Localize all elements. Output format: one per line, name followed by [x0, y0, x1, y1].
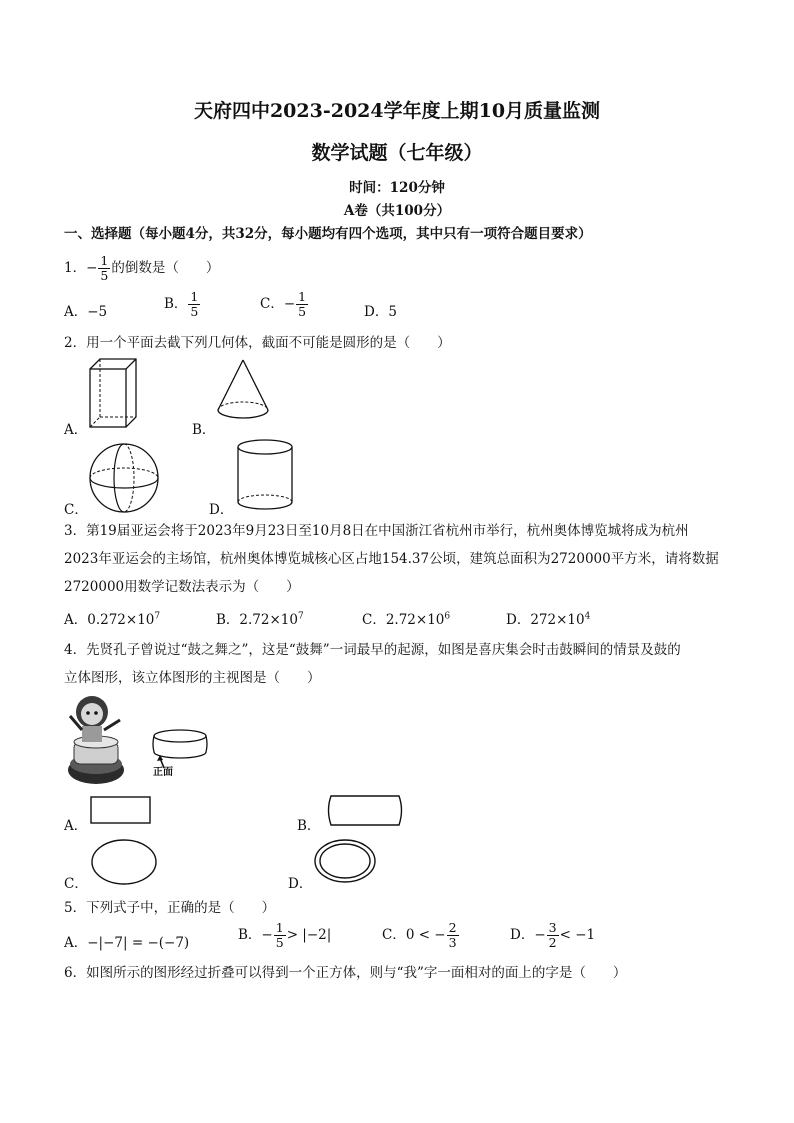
q1-option-b	[164, 290, 201, 319]
question-2: 2．用一个平面去截下列几何体，截面不可能是圆形的是（ ）	[64, 335, 451, 351]
q4-line-1: 4．先贤孔子曾说过“鼓之舞之”，这是“鼓舞”一词最早的起源，如图是喜庆集会时击鼓瞬间的情景及鼓的	[64, 642, 681, 658]
ellipse-option	[90, 838, 158, 886]
q5-option-c	[382, 921, 460, 950]
q1-prefix: 1．	[64, 260, 87, 276]
q1-sign: −	[86, 260, 98, 276]
q5-d-tail: < −1	[559, 927, 596, 943]
question-1	[64, 254, 219, 283]
q5-b-num: 1	[275, 920, 284, 935]
q5-b-tail: > |−2|	[286, 927, 332, 943]
double-ellipse-option	[313, 838, 377, 884]
sphere-figure	[88, 442, 160, 514]
q3-c-base: C．2.72×10	[362, 612, 445, 628]
q5-d-den: 2	[548, 935, 557, 950]
cuboid-figure	[88, 357, 138, 429]
q4-label-d: D．	[288, 876, 313, 892]
q3-option-a	[64, 608, 160, 628]
q2-label-a: A．	[64, 422, 88, 438]
q3-line-3: 2720000用数学记数法表示为（ ）	[64, 579, 300, 595]
q5-c-num: 2	[448, 920, 457, 935]
q4-label-b: B．	[297, 818, 321, 834]
q1-option-b-label: B．	[164, 296, 188, 312]
q5-b-label: B．−	[238, 927, 273, 943]
q3-c-exp: 6	[444, 611, 451, 622]
q3-a-exp: 7	[154, 611, 161, 622]
exam-time: 时间：120分钟	[349, 180, 445, 196]
q4-label-c: C．	[64, 876, 88, 892]
q5-option-b	[238, 921, 331, 950]
q4-line-2: 立体图形，该立体图形的主视图是（ ）	[64, 670, 321, 686]
q3-option-d	[506, 608, 590, 628]
q3-d-exp: 4	[584, 611, 591, 622]
q1-option-d: D．5	[364, 304, 397, 320]
q2-label-c: C．	[64, 502, 88, 518]
q5-c-den: 3	[448, 935, 457, 950]
q1-option-a: A．−5	[64, 304, 108, 320]
q1-suffix: 的倒数是（ ）	[111, 260, 220, 276]
q3-option-c	[362, 608, 450, 628]
rounded-drum-option	[325, 795, 405, 827]
cylinder-figure	[236, 438, 294, 512]
q3-b-base: B．2.72×10	[216, 612, 298, 628]
cone-figure	[215, 358, 271, 422]
q3-b-exp: 7	[297, 611, 304, 622]
q1-b-den: 5	[190, 304, 199, 319]
front-view-label: 正面	[153, 767, 173, 778]
q1-fraction	[98, 254, 110, 283]
q1-frac-den: 5	[100, 268, 109, 283]
question-3	[64, 517, 734, 601]
q1-option-c	[260, 290, 309, 319]
q5-option-a: A．−|−7| = −(−7)	[64, 935, 190, 951]
q5-c-label: C．0 < −	[382, 927, 446, 943]
exam-title: 天府四中2023-2024学年度上期10月质量监测	[193, 100, 601, 122]
q3-a-base: A．0.272×10	[64, 612, 155, 628]
question-6: 6．如图所示的图形经过折叠可以得到一个正方体，则与“我”字一面相对的面上的字是（ ）	[64, 965, 627, 981]
q3-option-b	[216, 608, 304, 628]
q1-c-den: 5	[298, 304, 307, 319]
q2-label-b: B．	[192, 422, 216, 438]
q5-b-den: 5	[275, 935, 284, 950]
question-5: 5．下列式子中，正确的是（ ）	[64, 900, 276, 916]
exam-subtitle: 数学试题（七年级）	[311, 142, 483, 164]
q3-line-2: 2023年亚运会的主场馆，杭州奥体博览城核心区占地154.37公顷，建筑总面积为2720000平方米，请将数据	[64, 551, 719, 567]
q1-c-num: 1	[298, 289, 307, 304]
q3-line-1: 3．第19届亚运会将于2023年9月23日至10月8日在中国浙江省杭州市举行，杭州奥体博览城将成为杭州	[64, 523, 689, 539]
q2-label-d: D．	[209, 502, 234, 518]
question-4	[64, 636, 734, 692]
q5-d-num: 3	[548, 920, 557, 935]
q5-d-label: D．−	[510, 927, 546, 943]
q1-frac-num: 1	[100, 253, 109, 268]
drummer-photo	[64, 690, 126, 786]
paper-part: A卷（共100分）	[343, 203, 451, 219]
q3-d-base: D．272×10	[506, 612, 585, 628]
q1-b-num: 1	[190, 289, 199, 304]
q5-option-d	[510, 921, 595, 950]
q1-option-c-label: C．−	[260, 296, 296, 312]
section-heading: 一、选择题（每小题4分，共32分，每小题均有四个选项，其中只有一项符合题目要求）	[64, 226, 592, 242]
rectangle-option	[90, 796, 152, 826]
q4-label-a: A．	[64, 818, 88, 834]
